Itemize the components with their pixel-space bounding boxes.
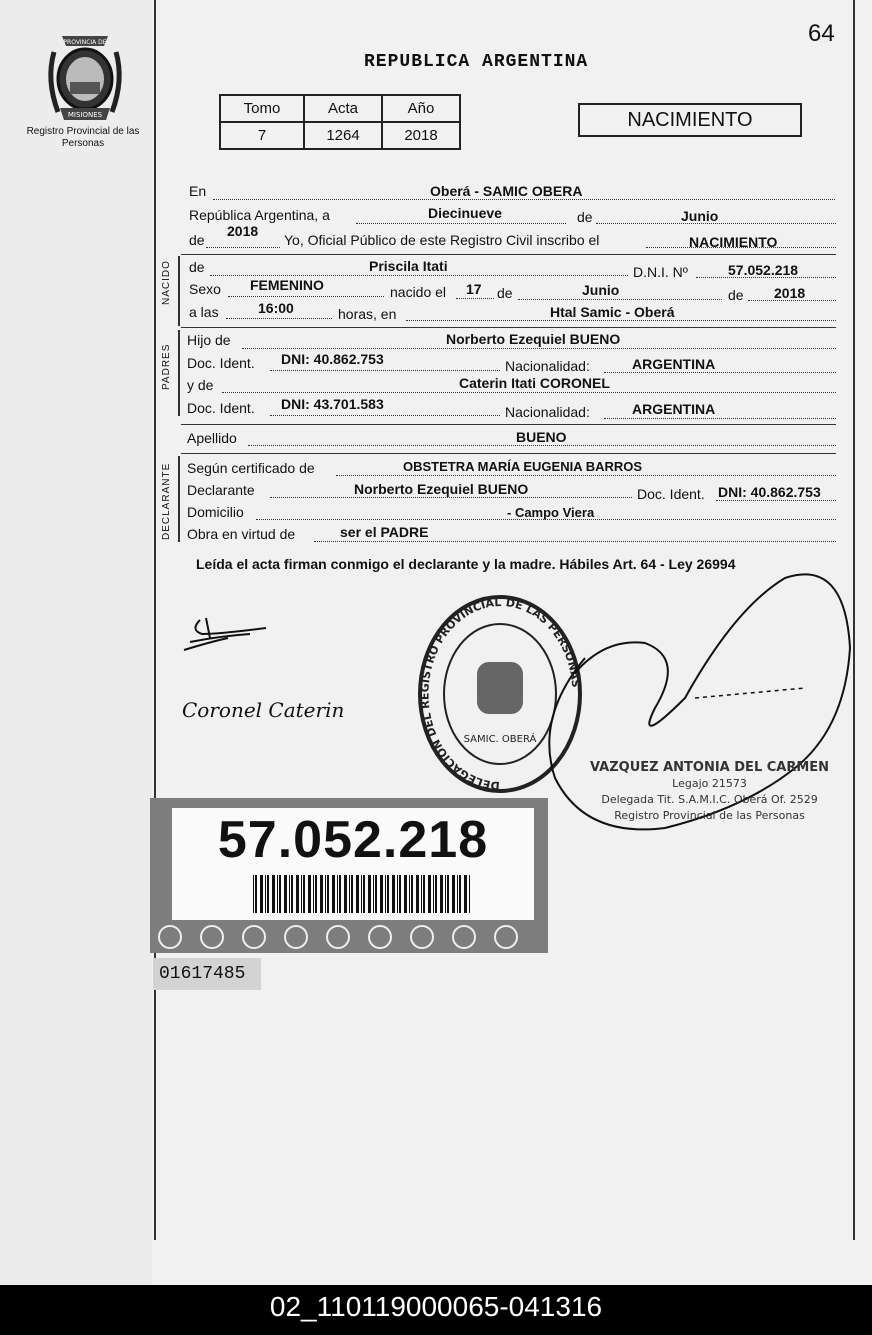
- barcode-bar: [289, 875, 290, 913]
- label-de: de: [497, 285, 513, 301]
- value-declarante: Norberto Ezequiel BUENO: [354, 481, 529, 497]
- dotted-line: [210, 275, 628, 276]
- barcode-bar: [399, 875, 401, 913]
- label-declarante: Declarante: [187, 482, 255, 498]
- separator: [181, 424, 836, 425]
- dotted-line: [604, 418, 836, 419]
- value-declarante-dni: DNI: 40.862.753: [718, 484, 821, 500]
- barcode-bar: [416, 875, 419, 913]
- barcode-bar: [452, 875, 455, 913]
- barcode-bar: [296, 875, 299, 913]
- stamp-inner-text: SAMIC. OBERÁ: [463, 734, 537, 745]
- barcode-bar: [320, 875, 323, 913]
- value-anio-letras: 2018: [227, 223, 259, 239]
- barcode-bar: [409, 875, 410, 913]
- value-dni: 57.052.218: [728, 262, 799, 278]
- control-number: 01617485: [153, 958, 261, 990]
- label-nacido-el: nacido el: [390, 284, 447, 300]
- barcode-bar: [380, 875, 383, 913]
- barcode-bar: [445, 875, 446, 913]
- dotted-line: [222, 392, 836, 393]
- mother-signature-text: Coronel Caterin: [182, 698, 345, 722]
- value-mes-letras: Junio: [681, 208, 719, 224]
- dotted-line: [270, 497, 632, 498]
- dni-label-number: 57.052.218: [217, 811, 489, 869]
- label-domicilio: Domicilio: [187, 504, 244, 520]
- barcode-bar: [337, 875, 338, 913]
- value-apellido: BUENO: [516, 429, 567, 445]
- barcode-bar: [267, 875, 269, 913]
- barcode-bar: [272, 875, 275, 913]
- barcode-bar: [351, 875, 353, 913]
- label-doc-ident-padre: Doc. Ident.: [187, 355, 255, 371]
- section-label-declarante: DECLARANTE: [161, 462, 172, 540]
- header-anio: Año: [382, 95, 460, 122]
- dotted-line: [356, 223, 566, 224]
- official-name: VAZQUEZ ANTONIA DEL CARMEN: [590, 760, 830, 775]
- value-padre-nacionalidad: ARGENTINA: [632, 356, 716, 372]
- barcode-bar: [277, 875, 278, 913]
- barcode-bar: [397, 875, 398, 913]
- value-mes-nac: Junio: [582, 282, 620, 298]
- barcode-bar: [411, 875, 413, 913]
- barcode-bar: [387, 875, 389, 913]
- barcode-bar: [284, 875, 287, 913]
- value-madre-nacionalidad: ARGENTINA: [632, 401, 716, 417]
- label-nacionalidad-madre: Nacionalidad:: [505, 404, 590, 420]
- value-madre: Caterin Itati CORONEL: [459, 375, 610, 391]
- dotted-line: [314, 541, 836, 542]
- value-obra-virtud: ser el PADRE: [340, 524, 429, 540]
- separator: [181, 327, 836, 328]
- barcode-bar: [356, 875, 359, 913]
- section-bar-nacido: [178, 256, 180, 326]
- separator: [181, 453, 836, 454]
- barcode-bar: [315, 875, 317, 913]
- value-tomo: 7: [220, 122, 304, 149]
- section-label-padres: PADRES: [161, 343, 172, 390]
- barcode-bar: [423, 875, 425, 913]
- provincia-misiones-seal-icon: [40, 32, 130, 122]
- barcode-bar: [303, 875, 305, 913]
- value-sexo: FEMENINO: [250, 277, 324, 293]
- label-en: En: [189, 183, 207, 199]
- label-de-nombre: de: [189, 259, 205, 275]
- barcode-bar: [469, 875, 470, 913]
- label-horas-en: horas, en: [338, 306, 397, 322]
- page-number: 64: [808, 20, 835, 47]
- official-organismo: Registro Provincial de las Personas: [614, 809, 805, 822]
- barcode-bar: [308, 875, 311, 913]
- dotted-line: [248, 445, 836, 446]
- dotted-line: [518, 299, 722, 300]
- label-hijo-de: Hijo de: [187, 332, 231, 348]
- dotted-line: [456, 298, 494, 299]
- barcode-bar: [404, 875, 407, 913]
- barcode-bar: [375, 875, 377, 913]
- label-segun-certificado: Según certificado de: [187, 460, 315, 476]
- dotted-line: [213, 199, 835, 200]
- header-acta: Acta: [304, 95, 382, 122]
- section-bar-padres: [178, 330, 180, 416]
- section-label-nacido: NACIDO: [161, 260, 172, 305]
- value-acta: 1264: [304, 122, 382, 149]
- value-anio: 2018: [382, 122, 460, 149]
- barcode-bar: [433, 875, 434, 913]
- mother-signature-icon: [180, 693, 370, 725]
- seal-bottom-text: MISIONES: [67, 111, 103, 119]
- document-type-box: NACIMIENTO: [578, 103, 802, 137]
- value-madre-dni: DNI: 43.701.583: [281, 396, 384, 412]
- dotted-line: [206, 247, 280, 248]
- dotted-line: [336, 475, 836, 476]
- official-cargo: Delegada Tit. S.A.M.I.C. Oberá Of. 2529: [601, 793, 818, 806]
- dotted-line: [270, 415, 500, 416]
- barcode-bar: [428, 875, 431, 913]
- barcode-bar: [253, 875, 254, 913]
- barcode-bar: [363, 875, 365, 913]
- barcode-bar: [435, 875, 437, 913]
- barcode-bar: [344, 875, 347, 913]
- barcode-bar: [313, 875, 314, 913]
- barcode-bar: [301, 875, 302, 913]
- label-yo-oficial: Yo, Oficial Público de este Registro Civil inscribo el: [284, 232, 600, 248]
- label-de: de: [728, 287, 744, 303]
- seal-top-text: PROVINCIA DE: [63, 39, 107, 46]
- registro-provincial-label: Registro Provincial de las Personas: [26, 126, 140, 149]
- barcode-bar: [339, 875, 341, 913]
- barcode-bar: [325, 875, 326, 913]
- label-doc-ident-declarante: Doc. Ident.: [637, 486, 705, 502]
- label-nacionalidad-padre: Nacionalidad:: [505, 358, 590, 374]
- left-rule: [154, 0, 156, 1240]
- value-nombre: Priscila Itati: [369, 258, 448, 274]
- value-dia-letras: Diecinueve: [428, 205, 502, 221]
- barcode-bar: [265, 875, 266, 913]
- barcode-bar: [279, 875, 281, 913]
- label-de: de: [577, 209, 593, 225]
- barcode-bar: [291, 875, 293, 913]
- label-apellido: Apellido: [187, 430, 237, 446]
- barcode-bar: [447, 875, 449, 913]
- label-doc-ident-madre: Doc. Ident.: [187, 400, 255, 416]
- value-dia-nac: 17: [466, 281, 482, 297]
- section-bar-declarante: [178, 456, 180, 542]
- left-margin: [0, 0, 152, 1285]
- value-anio-nac: 2018: [774, 285, 806, 301]
- document-title: REPUBLICA ARGENTINA: [364, 52, 589, 72]
- security-pattern-icon: [150, 922, 548, 952]
- value-certificado: OBSTETRA MARÍA EUGENIA BARROS: [403, 459, 643, 474]
- value-domicilio: - Campo Viera: [507, 505, 595, 520]
- registry-table: [219, 94, 461, 150]
- stamp-ring-text: DELEGACIÓN DEL REGISTRO PROVINCIAL DE LAS PERSONAS: [418, 595, 583, 793]
- label-de: de: [189, 232, 205, 248]
- label-sexo: Sexo: [189, 281, 221, 297]
- value-padre: Norberto Ezequiel BUENO: [446, 331, 621, 347]
- label-republica-a: República Argentina, a: [189, 207, 330, 223]
- barcode-bar: [373, 875, 374, 913]
- barcode-bar: [421, 875, 422, 913]
- value-tipo-inscripcion: NACIMIENTO: [689, 234, 778, 250]
- dotted-line: [716, 500, 836, 501]
- barcode-bar: [361, 875, 362, 913]
- dotted-line: [604, 372, 836, 373]
- separator: [181, 254, 836, 255]
- header-tomo: Tomo: [220, 95, 304, 122]
- barcode-bar: [349, 875, 350, 913]
- barcode-bar: [385, 875, 386, 913]
- label-y-de: y de: [187, 377, 214, 393]
- official-seal: [590, 760, 829, 824]
- official-legajo: Legajo 21573: [672, 777, 747, 790]
- barcode-bar: [457, 875, 458, 913]
- dotted-line: [228, 296, 384, 297]
- label-obra-virtud: Obra en virtud de: [187, 526, 296, 542]
- dotted-line: [226, 318, 332, 319]
- barcode-bar: [440, 875, 443, 913]
- dotted-line: [270, 370, 500, 371]
- barcode-bar: [392, 875, 395, 913]
- dotted-line: [242, 348, 836, 349]
- barcode-bar: [459, 875, 461, 913]
- value-hora: 16:00: [258, 300, 294, 316]
- barcode-bar: [368, 875, 371, 913]
- label-dni: D.N.I. Nº: [633, 264, 688, 280]
- label-a-las: a las: [189, 304, 219, 320]
- closing-text: Leída el acta firman conmigo el declarante y la madre. Hábiles Art. 64 - Ley 26994: [196, 556, 736, 572]
- barcode-bar: [332, 875, 335, 913]
- value-lugar: Oberá - SAMIC OBERA: [430, 183, 583, 199]
- barcode-icon: [253, 875, 473, 913]
- barcode-bar: [260, 875, 263, 913]
- value-padre-dni: DNI: 40.862.753: [281, 351, 384, 367]
- value-lugar-nac: Htal Samic - Oberá: [550, 304, 675, 320]
- barcode-bar: [255, 875, 257, 913]
- footer-code: 02_110119000065-041316: [0, 1285, 872, 1335]
- declarant-signature-icon: [180, 612, 272, 654]
- dotted-line: [406, 320, 836, 321]
- barcode-bar: [464, 875, 467, 913]
- barcode-bar: [327, 875, 329, 913]
